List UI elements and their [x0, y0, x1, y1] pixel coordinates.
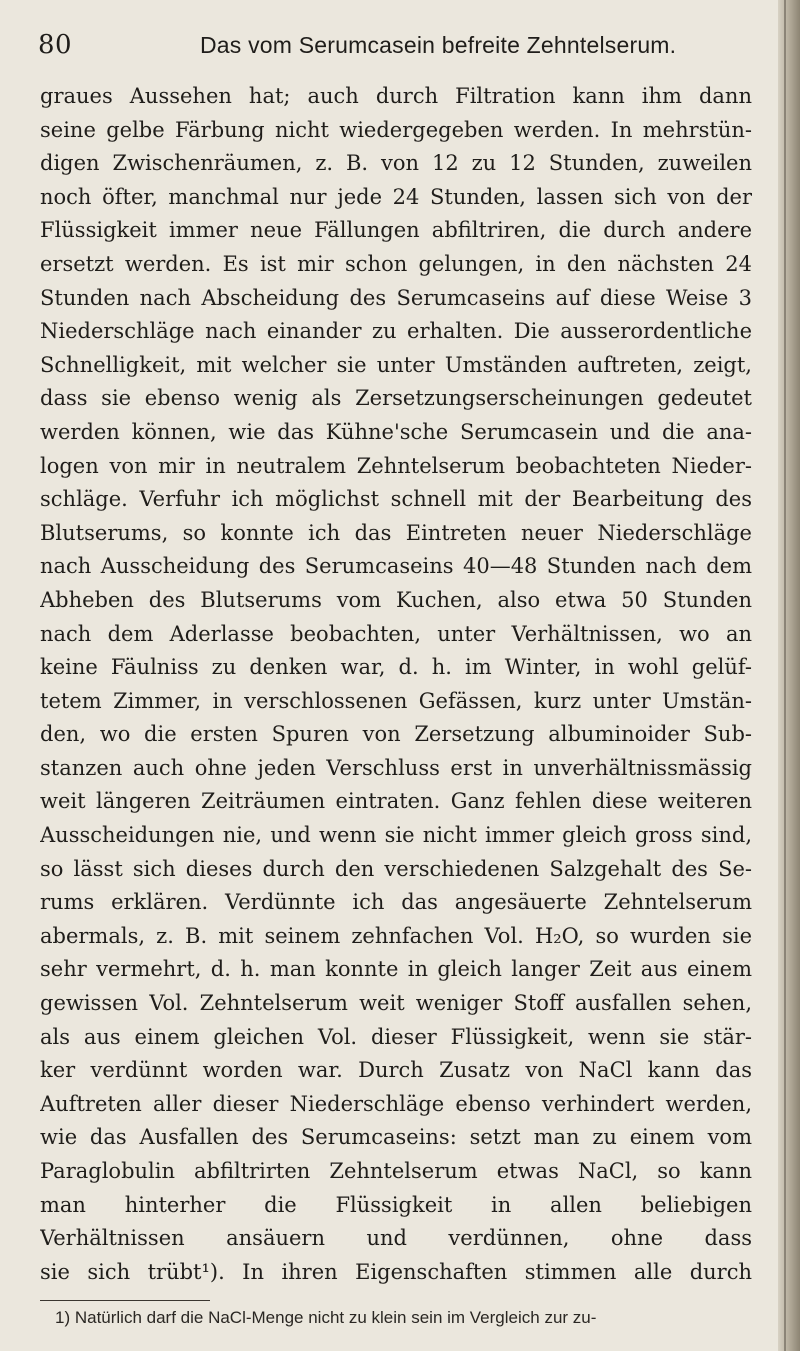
text-line: Blutserums, so konnte ich das Eintreten neuer Niederschläge [40, 520, 752, 545]
text-line: Ausscheidungen nie, und wenn sie nicht immer gleich gross sind, [40, 823, 752, 848]
text-line: den, wo die ersten Spuren von Zersetzung albuminoider Sub- [40, 722, 752, 747]
text-line: graues Aussehen hat; auch durch Filtration kann ihm dann [40, 84, 752, 108]
text-line: stanzen auch ohne jeden Verschluss erst in unverhältnissmässig [40, 755, 752, 780]
text-line: werden können, wie das Kühne'sche Serumcasein und die ana- [40, 419, 752, 444]
text-line: logen von mir in neutralem Zehntelserum beobachteten Nieder- [40, 453, 752, 478]
text-line: Flüssigkeit immer neue Fällungen abfiltriren, die durch andere [40, 218, 752, 243]
running-title: Das vom Serumcasein befreite Zehntelserum. [200, 32, 677, 58]
text-line: als aus einem gleichen Vol. dieser Flüssigkeit, wenn sie stär- [40, 1024, 752, 1049]
text-line: tetem Zimmer, in verschlossenen Gefässen, kurz unter Umstän- [40, 688, 752, 713]
text-line: wie das Ausfallen des Serumcaseins: setzt man zu einem vom [40, 1125, 752, 1150]
text-line: dass sie ebenso wenig als Zersetzungserscheinungen gedeutet [40, 386, 752, 411]
body-text [40, 80, 752, 1289]
text-line: seine gelbe Färbung nicht wiedergegeben werden. In mehrstün- [40, 117, 752, 142]
text-line: man hinterher die Flüssigkeit in allen beliebigen [40, 1192, 752, 1217]
text-line: sie sich trübt¹). In ihren Eigenschaften stimmen alle durch [40, 1259, 752, 1284]
text-line: abermals, z. B. mit seinem zehnfachen Vol. H₂O, so wurden sie [40, 923, 752, 948]
text-line: Niederschläge nach einander zu erhalten. Die ausserordentliche [40, 319, 752, 344]
footnote-rule [40, 1300, 210, 1301]
text-line: Abheben des Blutserums vom Kuchen, also etwa 50 Stunden [40, 587, 752, 612]
text-line: weit längeren Zeiträumen eintraten. Ganz fehlen diese weiteren [40, 789, 752, 814]
text-line: sehr vermehrt, d. h. man konnte in gleich langer Zeit aus einem [40, 957, 752, 982]
footnote: 1) Natürlich darf die NaCl-Menge nicht zu klein sein im Vergleich zur zu- [55, 1308, 597, 1327]
text-line: ker verdünnt worden war. Durch Zusatz von NaCl kann das [40, 1058, 752, 1083]
text-line: nach dem Aderlasse beobachten, unter Verhältnissen, wo an [40, 621, 752, 646]
text-line: rums erklären. Verdünnte ich das angesäuerte Zehntelserum [40, 890, 752, 915]
text-line: so lässt sich dieses durch den verschiedenen Salzgehalt des Se- [40, 856, 752, 881]
page-number: 80 [38, 30, 73, 60]
running-head [38, 30, 748, 64]
text-line: Auftreten aller dieser Niederschläge ebenso verhindert werden, [40, 1091, 752, 1116]
text-line: schläge. Verfuhr ich möglichst schnell mit der Bearbeitung des [40, 487, 752, 512]
text-line: ersetzt werden. Es ist mir schon gelungen, in den nächsten 24 [40, 251, 752, 276]
text-line: Stunden nach Abscheidung des Serumcaseins auf diese Weise 3 [40, 285, 752, 310]
text-line: digen Zwischenräumen, z. B. von 12 zu 12 Stunden, zuweilen [40, 151, 752, 176]
text-line: Paraglobulin abfiltrirten Zehntelserum etwas NaCl, so kann [40, 1159, 752, 1183]
text-line: keine Fäulniss zu denken war, d. h. im Winter, in wohl gelüf- [40, 655, 752, 680]
text-line: noch öfter, manchmal nur jede 24 Stunden, lassen sich von der [40, 184, 752, 209]
text-line: Schnelligkeit, mit welcher sie unter Umständen auftreten, zeigt, [40, 352, 752, 377]
text-line: nach Ausscheidung des Serumcaseins 40—48 Stunden nach dem [40, 554, 752, 579]
page-edge-shadow [778, 0, 800, 1351]
text-line: Verhältnissen ansäuern und verdünnen, ohne dass [40, 1226, 752, 1251]
text-line: gewissen Vol. Zehntelserum weit weniger Stoff ausfallen sehen, [40, 991, 752, 1016]
page-edge-line [784, 0, 786, 1351]
